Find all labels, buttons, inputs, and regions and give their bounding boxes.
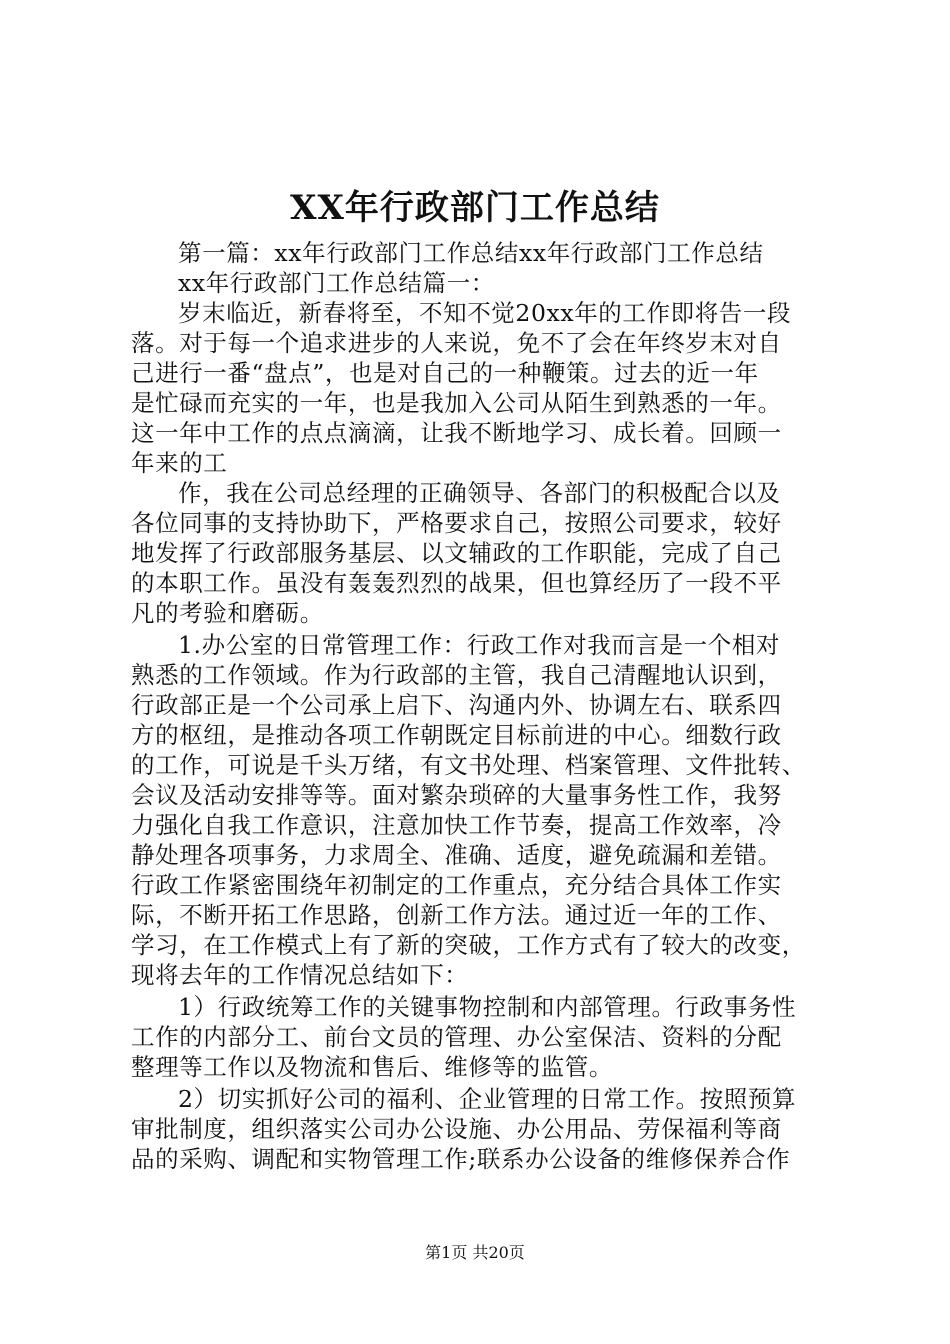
body-line: 会议及活动安排等等。面对繁杂琐碎的大量事务性工作，我努 (131, 781, 782, 809)
document-title: XX年行政部门工作总结 (290, 188, 660, 228)
body-line: 的工作，可说是千头万绪，有文书处理、档案管理、文件批转、 (131, 751, 806, 779)
body-line: xx年行政部门工作总结篇一： (178, 269, 495, 297)
body-line: 这一年中工作的点点滴滴，让我不断地学习、成长着。回顾一 (131, 419, 782, 447)
document-body (131, 238, 831, 1174)
body-line: 工作的内部分工、前台文员的管理、办公室保洁、资料的分配 (131, 1023, 782, 1051)
body-line: 1）行政统筹工作的关键事物控制和内部管理。行政事务性 (178, 993, 797, 1021)
body-line: 学习，在工作模式上有了新的突破，工作方式有了较大的改变， (131, 931, 806, 959)
body-line: 岁末临近，新春将至，不知不觉20xx年的工作即将告一段 (178, 299, 792, 327)
body-line: 审批制度，组织落实公司办公设施、办公用品、劳保福利等商 (131, 1115, 782, 1143)
body-line: 是忙碌而充实的一年，也是我加入公司从陌生到熟悉的一年。 (131, 389, 782, 417)
body-line: 静处理各项事务，力求周全、准确、适度，避免疏漏和差错。 (131, 841, 782, 869)
body-line: 2）切实抓好公司的福利、企业管理的日常工作。按照预算 (178, 1085, 797, 1113)
body-line: 际，不断开拓工作思路，创新工作方法。通过近一年的工作、 (131, 901, 782, 929)
body-line: 己进行一番“盘点”，也是对自己的一种鞭策。过去的近一年 (131, 359, 759, 387)
body-line: 整理等工作以及物流和售后、维修等的监管。 (131, 1053, 613, 1081)
body-line: 凡的考验和磨砺。 (131, 599, 324, 627)
body-line: 第一篇：xx年行政部门工作总结xx年行政部门工作总结 (178, 239, 764, 267)
body-line: 落。对于每一个追求进步的人来说，免不了会在年终岁末对自 (131, 329, 782, 357)
body-line: 的本职工作。虽没有轰轰烈烈的战果，但也算经历了一段不平 (131, 569, 782, 597)
body-line: 现将去年的工作情况总结如下： (131, 961, 469, 989)
body-line: 年来的工 (131, 449, 228, 477)
body-line: 力强化自我工作意识，注意加快工作节奏，提高工作效率，冷 (131, 811, 782, 839)
body-line: 行政部正是一个公司承上启下、沟通内外、协调左右、联系四 (131, 691, 782, 719)
body-line: 1.办公室的日常管理工作：行政工作对我而言是一个相对 (178, 631, 781, 659)
body-line: 熟悉的工作领域。作为行政部的主管，我自己清醒地认识到， (131, 661, 782, 689)
body-line: 地发挥了行政部服务基层、以文辅政的工作职能，完成了自己 (131, 539, 782, 567)
body-line: 各位同事的支持协助下，严格要求自己，按照公司要求，较好 (131, 509, 782, 537)
body-line: 方的枢纽，是推动各项工作朝既定目标前进的中心。细数行政 (131, 721, 782, 749)
body-line: 行政工作紧密围绕年初制定的工作重点，充分结合具体工作实 (131, 871, 782, 899)
body-line: 品的采购、调配和实物管理工作;联系办公设备的维修保养合作 (131, 1145, 791, 1173)
body-line: 作，我在公司总经理的正确领导、各部门的积极配合以及 (178, 479, 781, 507)
page-footer: 第1页 共20页 (425, 1243, 525, 1262)
